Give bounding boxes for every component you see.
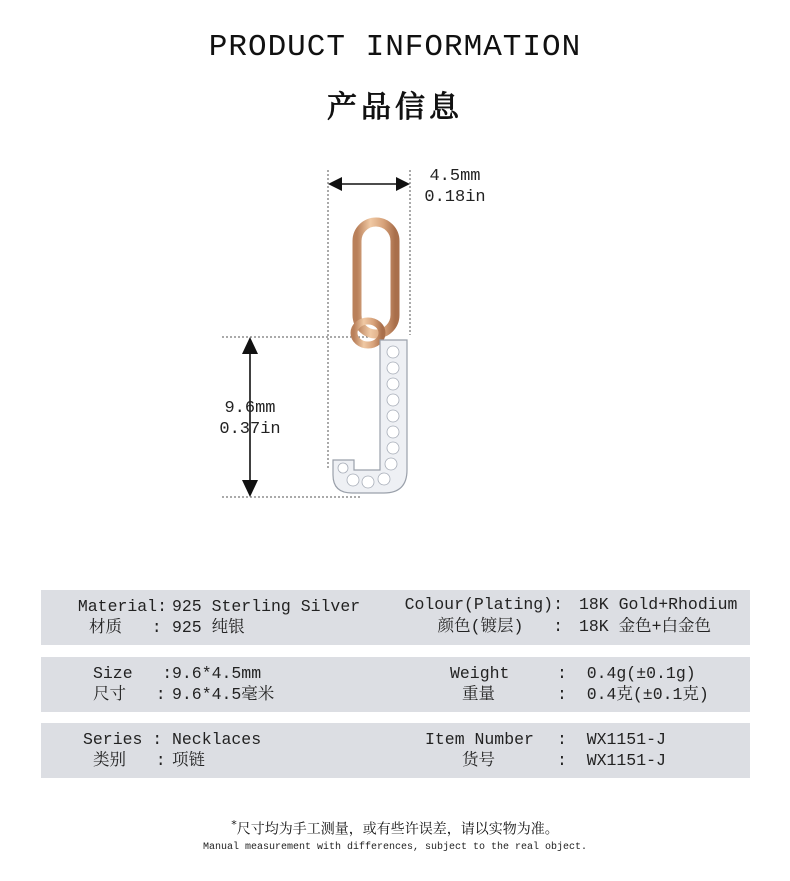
footnote-en: Manual measurement with differences, subject to the real object. bbox=[202, 842, 588, 853]
height-mm: 9.6mm bbox=[224, 399, 276, 418]
spec-row-material bbox=[41, 590, 750, 645]
weight-label-cn: 重量 bbox=[462, 685, 495, 704]
size-value-cn: 9.6*4.5毫米 bbox=[172, 685, 275, 704]
height-dimension-label bbox=[212, 398, 288, 440]
material-label-en: Material: bbox=[77, 597, 167, 616]
width-mm: 4.5mm bbox=[429, 167, 481, 186]
footnote-asterisk: * bbox=[231, 818, 237, 831]
spec-row-series bbox=[41, 723, 750, 778]
colour-label-en: Colour(Plating): bbox=[404, 595, 563, 614]
footnote-cn-text: 尺寸均为手工测量，或有些许误差，请以实物为准。 bbox=[236, 821, 559, 838]
footnote-cn bbox=[0, 818, 790, 839]
item-number-value-en: : WX1151-J bbox=[557, 730, 666, 749]
material-value-en: 925 Sterling Silver bbox=[172, 597, 361, 616]
material-label-cn: 材质 : bbox=[89, 618, 162, 637]
page-title-en: PRODUCT INFORMATION bbox=[208, 30, 582, 65]
pendant-image bbox=[333, 222, 407, 493]
size-label-en: Size : bbox=[93, 664, 173, 683]
size-label-cn: 尺寸 : bbox=[93, 685, 166, 704]
spec-row-size bbox=[41, 657, 750, 712]
item-number-label-en: Item Number bbox=[425, 730, 534, 749]
colour-label-cn: 颜色(镀层) : bbox=[437, 617, 563, 636]
item-number-label-cn: 货号 bbox=[462, 751, 495, 770]
material-value-cn: 925 纯银 bbox=[172, 618, 245, 637]
size-value-en: 9.6*4.5mm bbox=[172, 664, 262, 683]
weight-value-cn: : 0.4克(±0.1克) bbox=[557, 685, 709, 704]
weight-value-en: : 0.4g(±0.1g) bbox=[557, 664, 696, 683]
width-dimension-label bbox=[418, 166, 492, 208]
series-value-cn: 项链 bbox=[172, 751, 205, 770]
item-number-value-cn: : WX1151-J bbox=[557, 751, 666, 770]
series-value-en: Necklaces bbox=[172, 730, 262, 749]
series-label-en: Series : bbox=[83, 730, 163, 749]
series-label-cn: 类别 : bbox=[93, 751, 166, 770]
colour-value-cn: 18K 金色+白金色 bbox=[579, 617, 712, 636]
page-title-cn: 产品信息 bbox=[327, 90, 463, 125]
height-in: 0.37in bbox=[219, 420, 281, 439]
width-in: 0.18in bbox=[424, 188, 486, 207]
weight-label-en: Weight bbox=[450, 664, 510, 683]
colour-value-en: 18K Gold+Rhodium bbox=[579, 595, 738, 614]
